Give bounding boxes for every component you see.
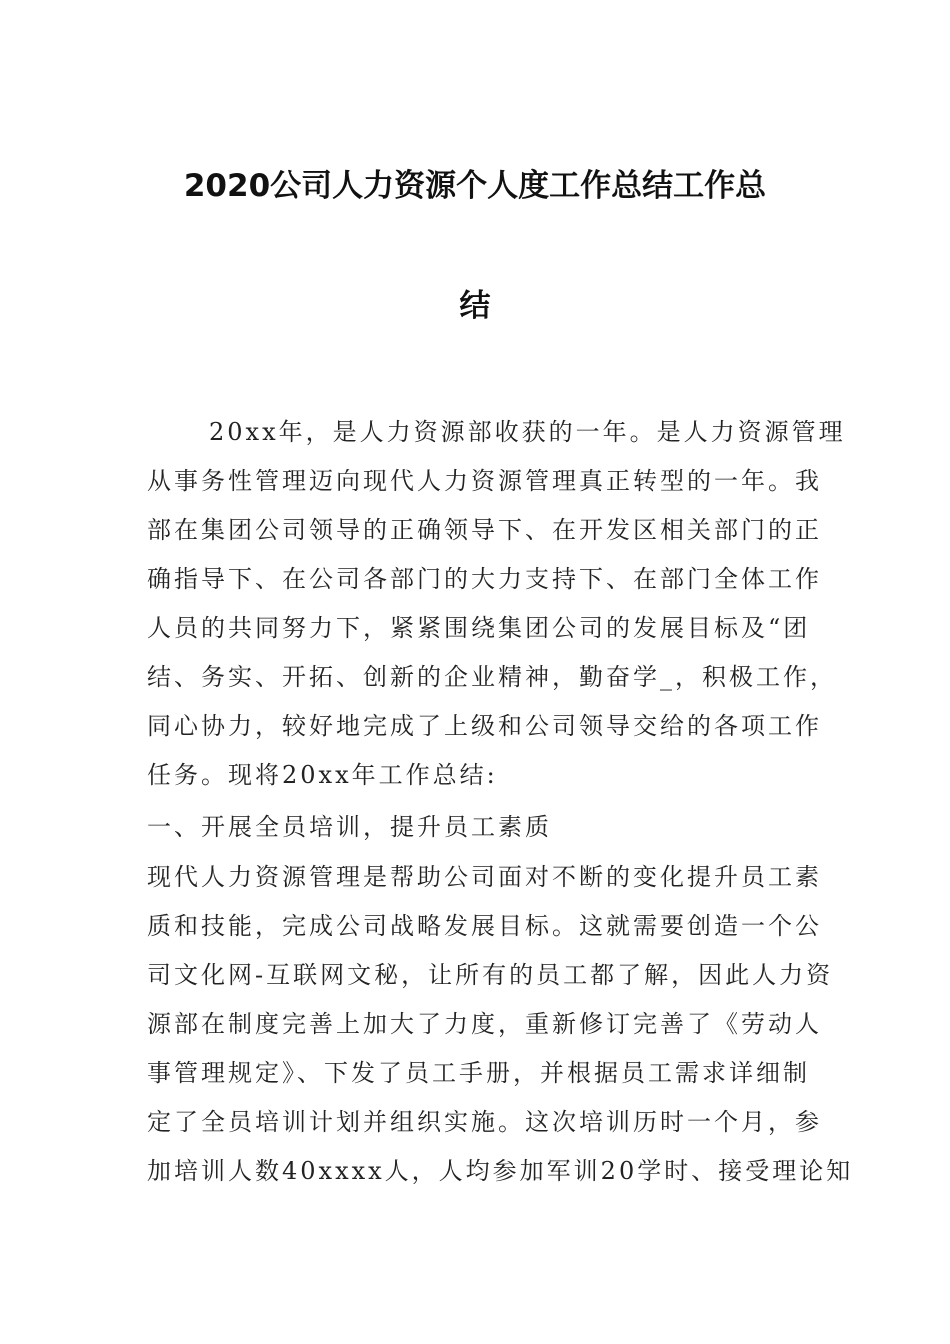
paragraph-2-line-6: 定了全员培训计划并组织实施。这次培训历时一个月，参 [147, 1108, 822, 1136]
paragraph-2-line-2: 质和技能，完成公司战略发展目标。这就需要创造一个公 [147, 912, 822, 940]
paragraph-2-line-1: 现代人力资源管理是帮助公司面对不断的变化提升员工素 [147, 863, 822, 891]
paragraph-2-line-3: 司文化网-互联网文秘，让所有的员工都了解，因此人力资 [147, 961, 834, 989]
paragraph-1-line-2: 从事务性管理迈向现代人力资源管理真正转型的一年。我 [147, 467, 822, 495]
paragraph-1-line-4: 确指导下、在公司各部门的大力支持下、在部门全体工作 [147, 565, 822, 593]
paragraph-1-line-1: 20xx年，是人力资源部收获的一年。是人力资源管理 [209, 418, 846, 446]
paragraph-1-line-3: 部在集团公司领导的正确领导下、在开发区相关部门的正 [147, 516, 822, 544]
paragraph-2-line-5: 事管理规定》、下发了员工手册，并根据员工需求详细制 [147, 1059, 810, 1087]
paragraph-2-line-4: 源部在制度完善上加大了力度，重新修订完善了《劳动人 [147, 1010, 822, 1038]
section-heading-1: 一、开展全员培训，提升员工素质 [147, 813, 552, 841]
document-title-line-2: 结 [459, 288, 491, 324]
paragraph-1-line-5: 人员的共同努力下，紧紧围绕集团公司的发展目标及“团 [147, 614, 811, 642]
paragraph-1-line-7: 同心协力，较好地完成了上级和公司领导交给的各项工作 [147, 712, 822, 740]
paragraph-1-line-8: 任务。现将20xx年工作总结: [147, 761, 498, 789]
paragraph-1-line-6: 结、务实、开拓、创新的企业精神，勤奋学_，积极工作， [147, 663, 837, 691]
document-title-line-1: 2020公司人力资源个人度工作总结工作总 [183, 168, 767, 204]
paragraph-2-line-7: 加培训人数40xxxx人，人均参加军训20学时、接受理论知 [147, 1157, 854, 1185]
